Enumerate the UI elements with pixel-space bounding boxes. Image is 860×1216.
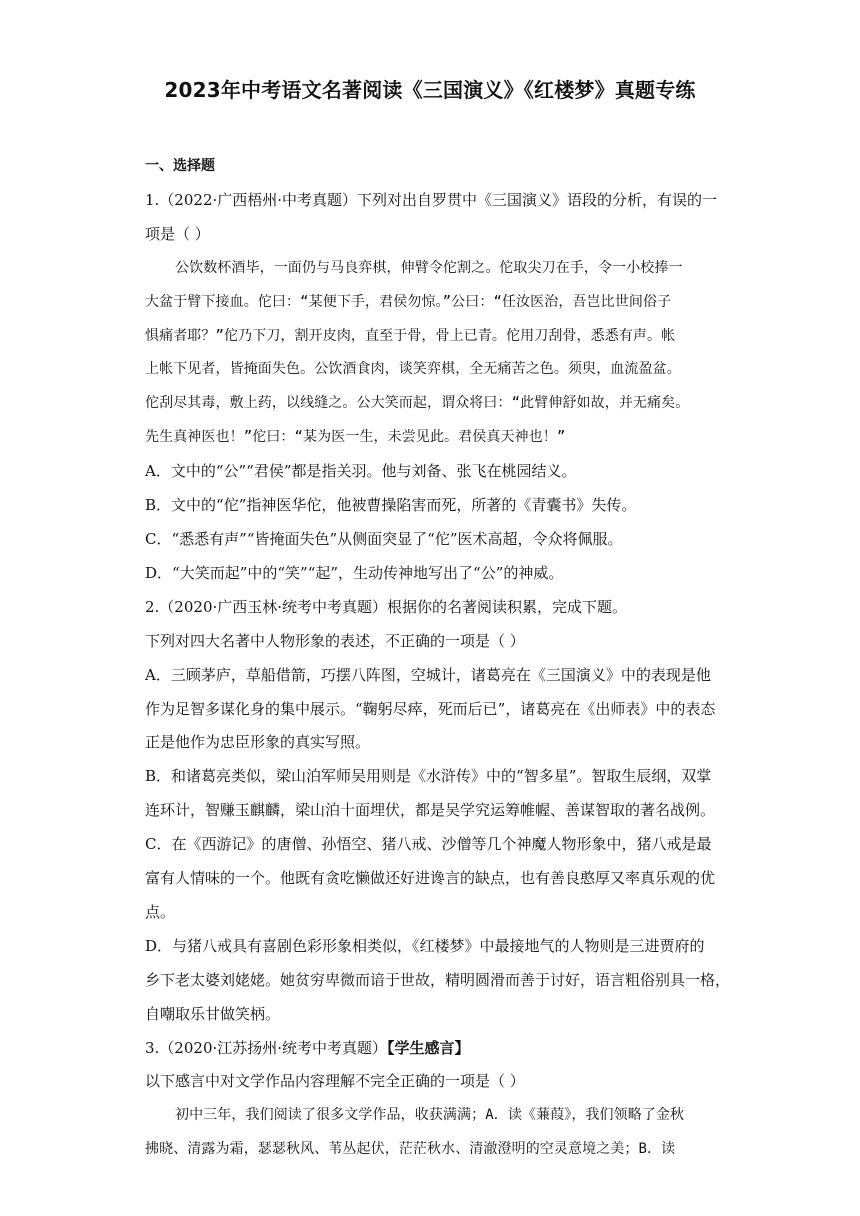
question-2-option-line: 作为足智多谋化身的集中展示。“鞠躬尽瘁，死而后已”，诸葛亮在《出师表》中的表态 bbox=[145, 699, 716, 718]
question-2-option-line: 点。 bbox=[145, 902, 176, 921]
page-title: 2023年中考语文名著阅读《三国演义》《红楼梦》真题专练 bbox=[164, 78, 696, 102]
question-1-passage-line: 惧痛者耶？”佗乃下刀，割开皮肉，直至于骨，骨上已青。佗用刀刮骨，悉悉有声。帐 bbox=[145, 327, 676, 344]
question-3-stem-prefix: 3.（2020·江苏扬州·统考中考真题） bbox=[145, 1038, 388, 1057]
question-2-option-line: 乡下老太婆刘姥姥。她贫穷卑微而谙于世故，精明圆滑而善于讨好，语言粗俗别具一格， bbox=[145, 970, 731, 989]
question-1-stem-cont: 项是（ ） bbox=[145, 224, 210, 243]
question-1-passage-line: 公饮数杯酒毕，一面仍与马良弈棋，伸臂令佗割之。佗取尖刀在手，令一小校捧一 bbox=[175, 259, 683, 276]
question-1-passage-line: 佗刮尽其毒，敷上药，以线缝之。公大笑而起，谓众将曰：“此臂伸舒如故，并无痛矣。 bbox=[145, 395, 690, 412]
question-2-option-line: 正是他作为忠臣形象的真实写照。 bbox=[145, 733, 371, 752]
question-2-option-line: 自嘲取乐甘做笑柄。 bbox=[145, 1004, 281, 1023]
document-body bbox=[145, 150, 731, 1167]
question-3-passage-line: 初中三年，我们阅读了很多文学作品，收获满满；A．读《蒹葭》，我们领略了金秋 bbox=[175, 1107, 685, 1124]
question-2-option-line: 连环计，智赚玉麒麟，梁山泊十面埋伏，都是吴学究运筹帷幄、善谋智取的著名战例。 bbox=[145, 801, 716, 820]
question-1-option-c: C．“悉悉有声”“皆掩面失色”从侧面突显了“佗”医术高超，令众将佩服。 bbox=[145, 529, 623, 548]
question-1-option-a: A．文中的“公”“君侯”都是指关羽。他与刘备、张飞在桃园结义。 bbox=[145, 462, 577, 481]
question-1-option-b: B．文中的“佗”指神医华佗，他被曹操陷害而死，所著的《青囊书》失传。 bbox=[145, 496, 637, 515]
question-2-option-line: A．三顾茅庐，草船借箭，巧摆八阵图，空城计，诸葛亮在《三国演义》中的表现是他 bbox=[145, 665, 711, 684]
question-1-passage-line: 上帐下见者，皆掩面失色。公饮酒食肉，谈笑弈棋，全无痛苦之色。须臾，血流盈盆。 bbox=[145, 361, 681, 378]
question-2-sub-stem: 下列对四大名著中人物形象的表述，不正确的一项是（ ） bbox=[145, 631, 525, 650]
question-1-stem: 1.（2022·广西梧州·中考真题）下列对出自罗贯中《三国演义》语段的分析，有误的一 bbox=[145, 190, 718, 209]
question-2-stem: 2.（2020·广西玉林·统考中考真题）根据你的名著阅读积累，完成下题。 bbox=[145, 597, 628, 616]
question-1-option-d: D．“大笑而起”中的“笑”“起”，生动传神地写出了“公”的神威。 bbox=[145, 563, 564, 582]
section-heading: 一、选择题 bbox=[145, 158, 215, 174]
question-3-sub-stem: 以下感言中对文学作品内容理解不完全正确的一项是（ ） bbox=[145, 1072, 525, 1091]
question-3-stem-heading: 【学生感言】 bbox=[387, 1038, 470, 1057]
question-2-option-line: D．与猪八戒具有喜剧色彩形象相类似，《红楼梦》中最接地气的人物则是三进贾府的 bbox=[145, 936, 705, 955]
question-2-option-line: 富有人情味的一个。他既有贪吃懒做还好进谗言的缺点，也有善良憨厚又率真乐观的优 bbox=[145, 869, 716, 888]
question-2-option-line: B．和诸葛亮类似，梁山泊军师吴用则是《水浒传》中的“智多星”。智取生辰纲，双掌 bbox=[145, 767, 712, 786]
question-1-passage-line: 先生真神医也！”佗曰：“某为医一生，未尝见此。君侯真天神也！” bbox=[145, 429, 566, 446]
question-2-option-line: C．在《西游记》的唐僧、孙悟空、猪八戒、沙僧等几个神魔人物形象中，猪八戒是最 bbox=[145, 835, 712, 854]
question-1-passage-line: 大盆于臂下接血。佗曰：“某便下手，君侯勿惊。”公曰：“任汝医治，吾岂比世间俗子 bbox=[145, 293, 672, 310]
question-3-passage-line: 拂晓、清露为霜，瑟瑟秋风、苇丛起伏，茫茫秋水、清澈澄明的空灵意境之美；B．读 bbox=[145, 1141, 676, 1158]
question-3-stem bbox=[145, 1032, 715, 1066]
